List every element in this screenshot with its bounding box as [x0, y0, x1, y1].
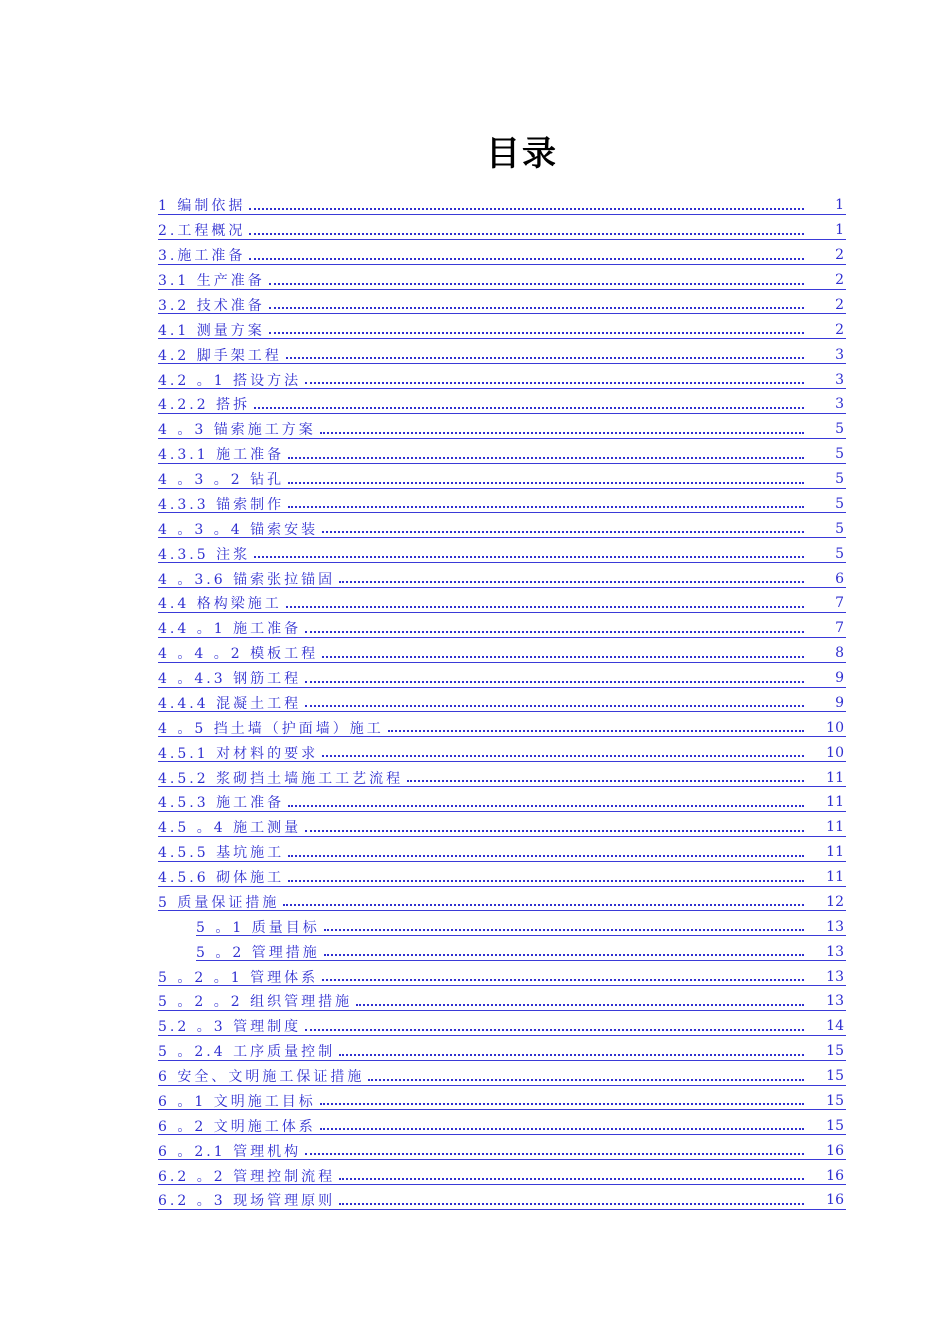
toc-leader-dots	[356, 1004, 804, 1006]
toc-entry-page-number: 3	[835, 396, 844, 413]
toc-entry-label: 6 。2.1 管理机构	[158, 1143, 302, 1160]
toc-entry-page-number: 11	[826, 769, 844, 786]
toc-leader-dots	[320, 1128, 804, 1130]
toc-entry-page-number: 10	[826, 719, 844, 736]
toc-leader-dots	[249, 233, 804, 235]
toc-entry-label: 5 。2.4 工序质量控制	[158, 1044, 336, 1061]
toc-leader-dots	[286, 606, 804, 608]
toc-entry-label: 4 。3 。4 锚索安装	[158, 521, 319, 538]
toc-entry-page-number: 14	[826, 1018, 844, 1035]
toc-entry[interactable]	[158, 268, 846, 293]
toc-entry-label: 4.5 。4 施工测量	[158, 820, 302, 837]
toc-leader-dots	[254, 556, 804, 558]
toc-leader-dots	[249, 258, 804, 260]
toc-entry-label: 4 。5 挡土墙（护面墙）施工	[158, 720, 384, 737]
toc-entry-page-number: 15	[826, 1092, 844, 1109]
toc-entry[interactable]	[158, 790, 846, 815]
toc-entry-page-number: 8	[835, 645, 844, 662]
toc-entry[interactable]	[158, 591, 846, 616]
toc-leader-dots	[286, 357, 804, 359]
toc-leader-dots	[269, 307, 804, 309]
toc-leader-dots	[339, 1054, 804, 1056]
toc-entry-label: 4.4 。1 施工准备	[158, 621, 302, 638]
toc-entry-page-number: 13	[826, 968, 844, 985]
toc-leader-dots	[305, 631, 804, 633]
toc-leader-dots	[407, 780, 804, 782]
toc-entry[interactable]	[158, 1188, 846, 1213]
toc-leader-dots	[288, 855, 804, 857]
toc-leader-dots	[305, 1029, 804, 1031]
toc-entry-label: 4.5.6 砌体施工	[158, 870, 285, 887]
toc-leader-dots	[288, 482, 804, 484]
toc-entry-label: 5 。1 质量目标	[196, 919, 320, 936]
toc-entry-page-number: 5	[835, 545, 844, 562]
toc-entry-page-number: 11	[826, 844, 844, 861]
toc-entry[interactable]	[158, 193, 846, 218]
toc-leader-dots	[322, 979, 804, 981]
toc-entry[interactable]	[158, 1113, 846, 1138]
page-title: 目录	[486, 134, 558, 174]
toc-entry-page-number: 3	[835, 371, 844, 388]
toc-entry[interactable]	[158, 914, 846, 939]
toc-entry[interactable]	[158, 641, 846, 666]
toc-entry[interactable]	[158, 218, 846, 243]
toc-leader-dots	[339, 1203, 804, 1205]
toc-entry-page-number: 1	[835, 197, 844, 214]
toc-entry-label: 4.2 。1 搭设方法	[158, 372, 302, 389]
toc-entry[interactable]	[158, 964, 846, 989]
toc-leader-dots	[320, 1103, 804, 1105]
toc-leader-dots	[339, 581, 804, 583]
toc-entry-page-number: 7	[835, 595, 844, 612]
toc-leader-dots	[288, 880, 804, 882]
toc-entry[interactable]	[158, 566, 846, 591]
toc-leader-dots	[254, 407, 804, 409]
toc-entry-page-number: 2	[835, 321, 844, 338]
toc-entry-page-number: 2	[835, 272, 844, 289]
toc-entry-label: 5.2 。3 管理制度	[158, 1019, 302, 1036]
toc-entry-label: 3.施工准备	[158, 248, 246, 265]
toc-entry[interactable]	[158, 815, 846, 840]
toc-entry-page-number: 16	[826, 1167, 844, 1184]
toc-entry-label: 4.5.5 基坑施工	[158, 845, 285, 862]
toc-leader-dots	[269, 283, 804, 285]
toc-entry-page-number: 9	[835, 670, 844, 687]
toc-entry-page-number: 5	[835, 446, 844, 463]
toc-entry-label: 5 。2 管理措施	[196, 944, 320, 961]
toc-entry-label: 4.3.5 注浆	[158, 546, 251, 563]
toc-entry[interactable]	[158, 367, 846, 392]
table-of-contents	[158, 193, 846, 1213]
toc-entry-label: 2.工程概况	[158, 223, 246, 240]
toc-leader-dots	[322, 531, 804, 533]
toc-entry-page-number: 2	[835, 247, 844, 264]
toc-leader-dots	[269, 332, 804, 334]
toc-entry-label: 4 。3.6 锚索张拉锚固	[158, 571, 336, 588]
toc-leader-dots	[324, 929, 804, 931]
toc-leader-dots	[305, 382, 804, 384]
toc-leader-dots	[305, 1153, 804, 1155]
toc-entry-page-number: 9	[835, 694, 844, 711]
toc-entry[interactable]	[158, 293, 846, 318]
toc-leader-dots	[320, 432, 804, 434]
toc-entry-label: 4.4.4 混凝土工程	[158, 695, 302, 712]
toc-leader-dots	[305, 830, 804, 832]
toc-entry-label: 5 。2 。1 管理体系	[158, 969, 319, 986]
toc-entry-label: 4.2.2 搭拆	[158, 397, 251, 414]
toc-entry[interactable]	[158, 865, 846, 890]
toc-entry[interactable]	[158, 417, 846, 442]
toc-entry-label: 4.2 脚手架工程	[158, 347, 282, 364]
toc-entry-page-number: 10	[826, 744, 844, 761]
toc-entry-label: 5 。2 。2 组织管理措施	[158, 994, 353, 1011]
toc-entry[interactable]	[158, 1138, 846, 1163]
toc-entry-label: 5 质量保证措施	[158, 894, 280, 911]
toc-entry-label: 4 。3 。2 钻孔	[158, 472, 285, 489]
toc-entry-label: 6 安全、文明施工保证措施	[158, 1069, 365, 1086]
toc-entry[interactable]	[158, 989, 846, 1014]
toc-entry-page-number: 5	[835, 421, 844, 438]
toc-entry-page-number: 2	[835, 296, 844, 313]
toc-entry-page-number: 6	[835, 570, 844, 587]
toc-entry[interactable]	[158, 442, 846, 467]
toc-leader-dots	[388, 730, 804, 732]
toc-entry-page-number: 1	[835, 222, 844, 239]
toc-entry-page-number: 16	[826, 1142, 844, 1159]
toc-leader-dots	[368, 1079, 804, 1081]
toc-entry-page-number: 13	[826, 993, 844, 1010]
toc-entry-page-number: 3	[835, 346, 844, 363]
toc-entry[interactable]	[158, 342, 846, 367]
toc-leader-dots	[324, 954, 804, 956]
toc-leader-dots	[288, 457, 804, 459]
toc-entry[interactable]	[158, 1064, 846, 1089]
toc-entry-page-number: 11	[826, 794, 844, 811]
toc-entry[interactable]	[158, 492, 846, 517]
toc-entry[interactable]	[158, 939, 846, 964]
toc-entry-page-number: 15	[826, 1117, 844, 1134]
toc-leader-dots	[288, 506, 804, 508]
toc-entry-label: 4.5.1 对材料的要求	[158, 745, 319, 762]
toc-entry-label: 6 。2 文明施工体系	[158, 1118, 316, 1135]
toc-leader-dots	[339, 1178, 804, 1180]
toc-entry[interactable]	[158, 1014, 846, 1039]
toc-entry[interactable]	[158, 467, 846, 492]
toc-leader-dots	[322, 755, 804, 757]
toc-entry-page-number: 12	[826, 893, 844, 910]
toc-leader-dots	[288, 805, 804, 807]
toc-entry[interactable]	[158, 715, 846, 740]
toc-entry-page-number: 15	[826, 1043, 844, 1060]
toc-entry-page-number: 11	[826, 869, 844, 886]
toc-entry-page-number: 13	[826, 918, 844, 935]
toc-entry-label: 4.3.3 锚索制作	[158, 496, 285, 513]
toc-entry-label: 3.2 技术准备	[158, 297, 265, 314]
toc-entry-label: 4.5.2 浆砌挡土墙施工工艺流程	[158, 770, 404, 787]
toc-entry-page-number: 5	[835, 520, 844, 537]
toc-leader-dots	[322, 656, 804, 658]
toc-entry[interactable]	[158, 890, 846, 915]
toc-entry-label: 6 。1 文明施工目标	[158, 1093, 316, 1110]
toc-entry-page-number: 7	[835, 620, 844, 637]
toc-entry[interactable]	[158, 1039, 846, 1064]
toc-leader-dots	[249, 208, 804, 210]
toc-leader-dots	[283, 904, 804, 906]
toc-entry[interactable]	[158, 1089, 846, 1114]
toc-entry-page-number: 5	[835, 471, 844, 488]
toc-entry[interactable]	[158, 840, 846, 865]
toc-entry-page-number: 11	[826, 819, 844, 836]
toc-entry-label: 1 编制依据	[158, 198, 246, 215]
toc-entry-label: 3.1 生产准备	[158, 273, 265, 290]
toc-entry[interactable]	[158, 317, 846, 342]
toc-entry-label: 6.2 。3 现场管理原则	[158, 1193, 336, 1210]
toc-entry-label: 4.5.3 施工准备	[158, 795, 285, 812]
toc-entry-page-number: 16	[826, 1192, 844, 1209]
toc-entry-label: 4 。3 锚索施工方案	[158, 422, 316, 439]
toc-entry[interactable]	[158, 740, 846, 765]
toc-entry-page-number: 5	[835, 495, 844, 512]
toc-entry[interactable]	[158, 392, 846, 417]
toc-entry[interactable]	[158, 541, 846, 566]
toc-entry-page-number: 15	[826, 1068, 844, 1085]
toc-entry-label: 4 。4.3 钢筋工程	[158, 671, 302, 688]
toc-entry[interactable]	[158, 691, 846, 716]
toc-entry-label: 4.1 测量方案	[158, 322, 265, 339]
toc-entry[interactable]	[158, 765, 846, 790]
toc-leader-dots	[305, 681, 804, 683]
toc-entry[interactable]	[158, 616, 846, 641]
toc-entry[interactable]	[158, 243, 846, 268]
toc-leader-dots	[305, 705, 804, 707]
toc-entry-label: 6.2 。2 管理控制流程	[158, 1168, 336, 1185]
toc-entry-label: 4 。4 。2 模板工程	[158, 646, 319, 663]
toc-entry-page-number: 13	[826, 943, 844, 960]
toc-entry-label: 4.3.1 施工准备	[158, 447, 285, 464]
toc-entry-label: 4.4 格构梁施工	[158, 596, 282, 613]
toc-entry[interactable]	[158, 1163, 846, 1188]
toc-entry[interactable]	[158, 516, 846, 541]
toc-entry[interactable]	[158, 666, 846, 691]
